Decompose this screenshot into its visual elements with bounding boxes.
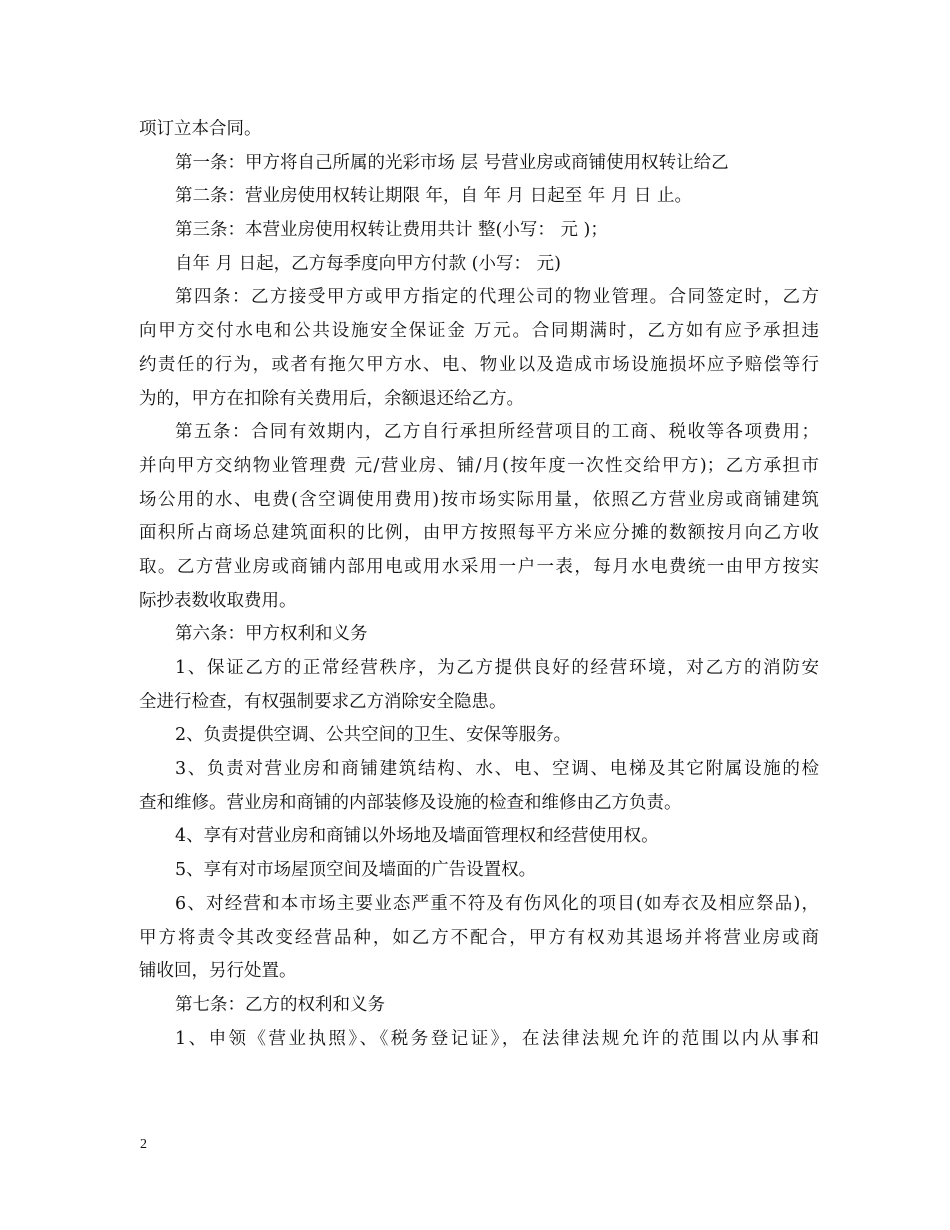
text-line: 第六条：甲方权利和义务 bbox=[175, 624, 368, 645]
text-line: 查和维修。营业房和商铺的内部装修及设施的检查和维修由乙方负责。 bbox=[139, 792, 682, 813]
text-line: 并向甲方交纳物业管理费 元/营业房、铺/月(按年度一次性交给甲方)；乙方承担市 bbox=[139, 455, 819, 476]
text-line: 自年 月 日起，乙方每季度向甲方付款 (小写： 元) bbox=[175, 253, 561, 274]
text-line: 3、负责对营业房和商铺建筑结构、水、电、空调、电梯及其它附属设施的检 bbox=[175, 759, 819, 780]
text-line: 向甲方交付水电和公共设施安全保证金 万元。合同期满时，乙方如有应予承担违 bbox=[139, 321, 819, 342]
text-line: 第七条：乙方的权利和义务 bbox=[175, 994, 385, 1015]
text-line: 第三条：本营业房使用权转让费用共计 整(小写： 元 )； bbox=[175, 220, 608, 241]
text-line: 5、享有对市场屋顶空间及墙面的广告设置权。 bbox=[175, 860, 537, 881]
text-line: 甲方将责令其改变经营品种，如乙方不配合，甲方有权劝其退场并将营业房或商 bbox=[139, 927, 819, 948]
text-line: 第一条：甲方将自己所属的光彩市场 层 号营业房或商铺使用权转让给乙 bbox=[175, 152, 729, 173]
text-line: 约责任的行为，或者有拖欠甲方水、电、物业以及造成市场设施损坏应予赔偿等行 bbox=[139, 354, 819, 375]
text-line: 全进行检查，有权强制要求乙方消除安全隐患。 bbox=[139, 691, 507, 712]
text-line: 铺收回，另行处置。 bbox=[139, 961, 297, 982]
text-line: 1、申领《营业执照》、《税务登记证》，在法律法规允许的范围以内从事和 bbox=[175, 1028, 819, 1049]
text-line: 4、享有对营业房和商铺以外场地及墙面管理权和经营使用权。 bbox=[175, 826, 659, 847]
text-line: 1、保证乙方的正常经营秩序，为乙方提供良好的经营环境，对乙方的消防安 bbox=[175, 658, 819, 678]
text-line: 第二条：营业房使用权转让期限 年，自 年 月 日起至 年 月 日 止。 bbox=[175, 186, 692, 207]
page-number: 2 bbox=[140, 1137, 147, 1152]
text-line: 际抄表数收取费用。 bbox=[139, 590, 297, 611]
document-body bbox=[139, 113, 819, 1056]
text-line: 场公用的水、电费(含空调使用费用)按市场实际用量，依照乙方营业房或商铺建筑 bbox=[139, 489, 819, 510]
text-line: 第四条：乙方接受甲方或甲方指定的代理公司的物业管理。合同签定时，乙方 bbox=[175, 287, 819, 308]
text-line: 项订立本合同。 bbox=[139, 119, 262, 139]
text-line: 6、对经营和本市场主要业态严重不符及有伤风化的项目(如寿衣及相应祭品)， bbox=[175, 893, 819, 914]
text-line: 取。乙方营业房或商铺内部用电或用水采用一户一表，每月水电费统一由甲方按实 bbox=[139, 556, 819, 577]
text-line: 面积所占商场总建筑面积的比例，由甲方按照每平方米应分摊的数额按月向乙方收 bbox=[139, 523, 819, 544]
text-line: 为的，甲方在扣除有关费用后，余额退还给乙方。 bbox=[139, 388, 524, 409]
text-line: 2、负责提供空调、公共空间的卫生、安保等服务。 bbox=[175, 725, 572, 746]
text-line: 第五条：合同有效期内，乙方自行承担所经营项目的工商、税收等各项费用； bbox=[175, 422, 819, 443]
